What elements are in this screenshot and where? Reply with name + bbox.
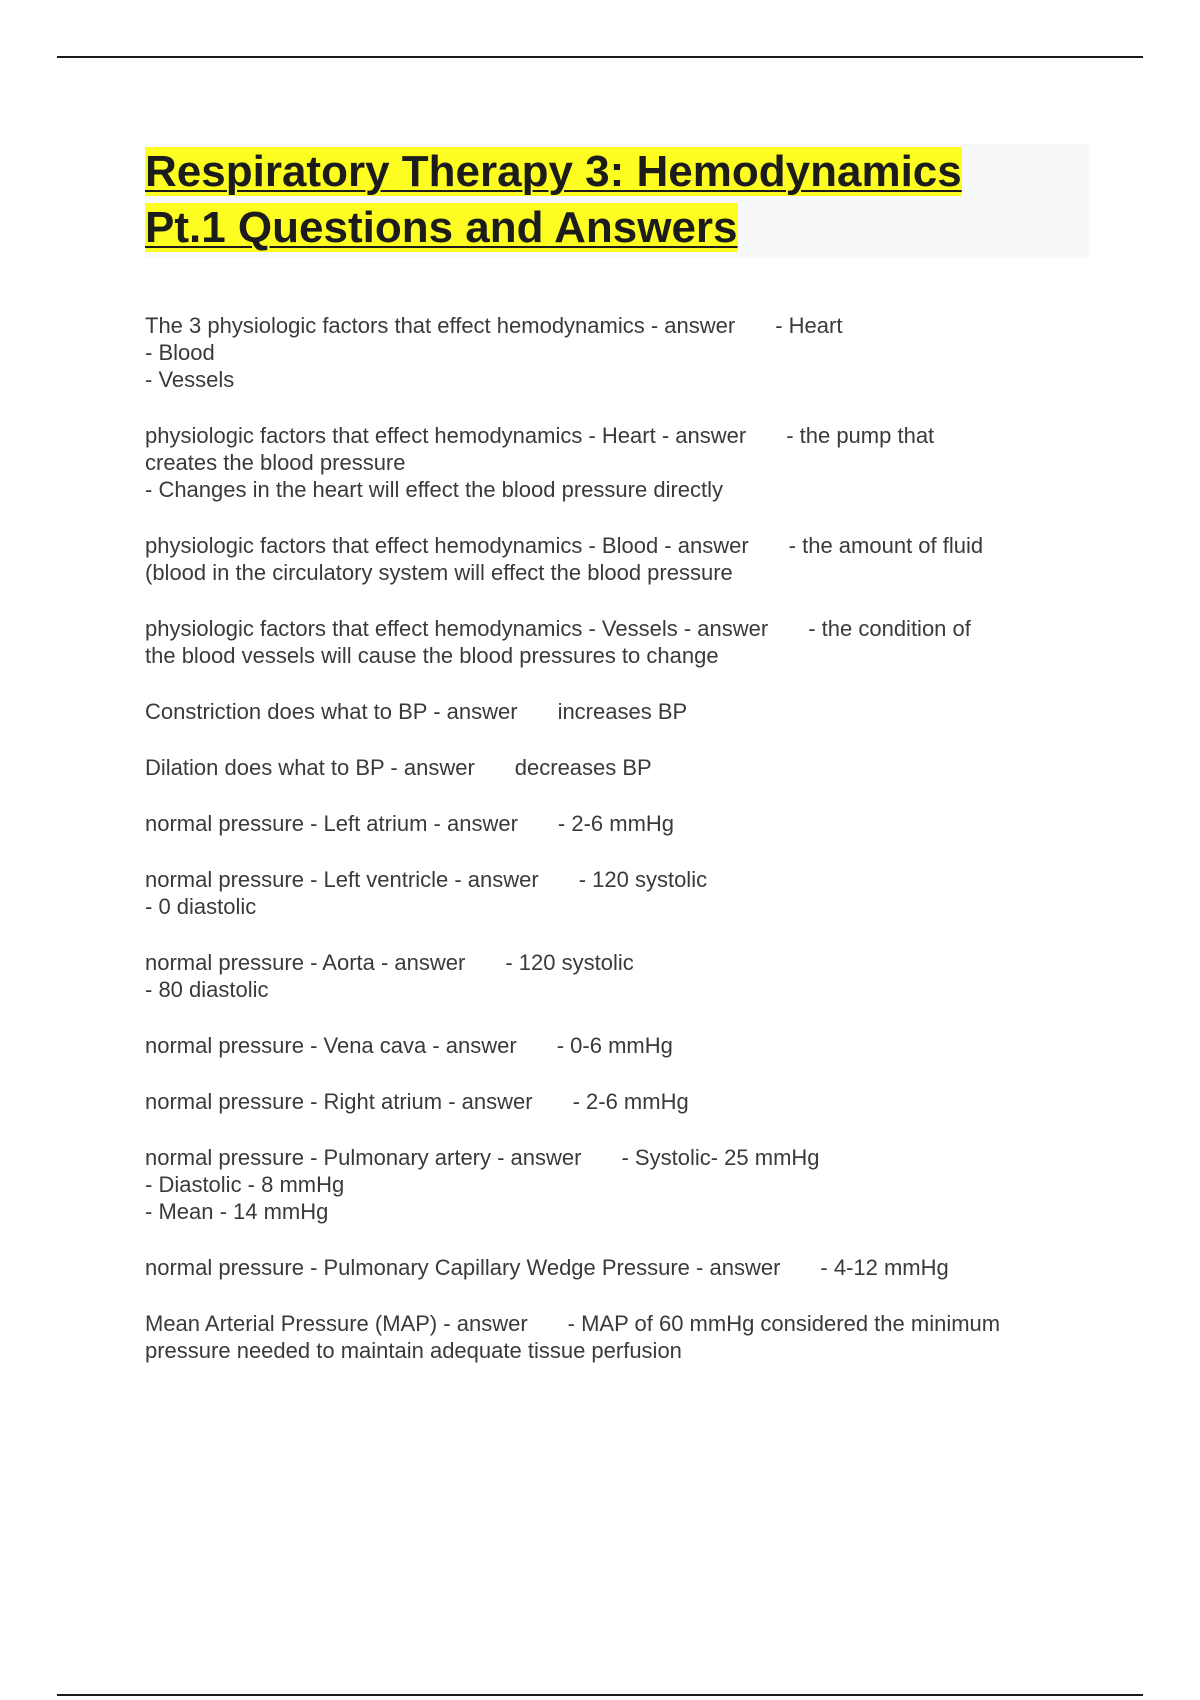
qa-question: physiologic factors that effect hemodynamics - Blood - answer	[145, 533, 749, 558]
qa-item	[145, 1032, 1095, 1059]
qa-item	[145, 866, 1095, 920]
qa-item	[145, 1088, 1095, 1115]
qa-item	[145, 532, 1095, 586]
qa-question: Mean Arterial Pressure (MAP) - answer	[145, 1311, 528, 1336]
qa-answer: - 120 systolic - 0 diastolic	[145, 867, 708, 919]
qa-question: physiologic factors that effect hemodynamics - Vessels - answer	[145, 616, 769, 641]
qa-question: normal pressure - Aorta - answer	[145, 950, 466, 975]
qa-answer: - the amount of fluid (blood in the circulatory system will effect the blood pressure	[145, 533, 984, 585]
qa-item	[145, 754, 1095, 781]
qa-question: normal pressure - Left atrium - answer	[145, 811, 518, 836]
title-block	[145, 144, 1089, 258]
qa-question: normal pressure - Pulmonary Capillary Wedge Pressure - answer	[145, 1255, 781, 1280]
page-footer-rule	[57, 1694, 1143, 1696]
qa-answer: decreases BP	[514, 755, 652, 780]
qa-question: The 3 physiologic factors that effect hemodynamics - answer	[145, 313, 736, 338]
title-line-1: Respiratory Therapy 3: Hemodynamics	[145, 147, 962, 196]
qa-item	[145, 949, 1095, 1003]
qa-item	[145, 1310, 1095, 1364]
page-header-rule	[57, 56, 1143, 58]
qa-question: normal pressure - Right atrium - answer	[145, 1089, 533, 1114]
qa-answer: - 2-6 mmHg	[557, 811, 675, 836]
qa-item	[145, 1144, 1095, 1225]
qa-question: physiologic factors that effect hemodynamics - Heart - answer	[145, 423, 747, 448]
qa-item	[145, 698, 1095, 725]
qa-list	[145, 312, 1095, 1393]
qa-answer: - 4-12 mmHg	[820, 1255, 949, 1280]
qa-question: normal pressure - Pulmonary artery - answer	[145, 1145, 582, 1170]
qa-item	[145, 810, 1095, 837]
qa-answer: - Heart - Blood - Vessels	[145, 313, 843, 392]
qa-answer: - MAP of 60 mmHg considered the minimum pressure needed to maintain adequate tissue perfusion	[145, 1311, 1001, 1363]
qa-question: normal pressure - Vena cava - answer	[145, 1033, 517, 1058]
document-title	[145, 144, 1089, 256]
qa-item	[145, 312, 1095, 393]
qa-question: normal pressure - Left ventricle - answer	[145, 867, 539, 892]
qa-answer: - Systolic- 25 mmHg - Diastolic - 8 mmHg - Mean - 14 mmHg	[145, 1145, 820, 1224]
qa-answer: - 0-6 mmHg	[556, 1033, 673, 1058]
qa-answer: - the condition of the blood vessels will cause the blood pressures to change	[145, 616, 971, 668]
qa-question: Constriction does what to BP - answer	[145, 699, 518, 724]
qa-answer: - 2-6 mmHg	[572, 1089, 689, 1114]
qa-answer: - the pump that creates the blood pressure - Changes in the heart will effect the blood pressure directly	[145, 423, 935, 502]
title-line-2: Pt.1 Questions and Answers	[145, 203, 738, 252]
qa-answer: - 120 systolic - 80 diastolic	[145, 950, 634, 1002]
qa-item	[145, 615, 1095, 669]
qa-item	[145, 422, 1095, 503]
qa-answer: increases BP	[557, 699, 688, 724]
qa-question: Dilation does what to BP - answer	[145, 755, 475, 780]
qa-item	[145, 1254, 1095, 1281]
